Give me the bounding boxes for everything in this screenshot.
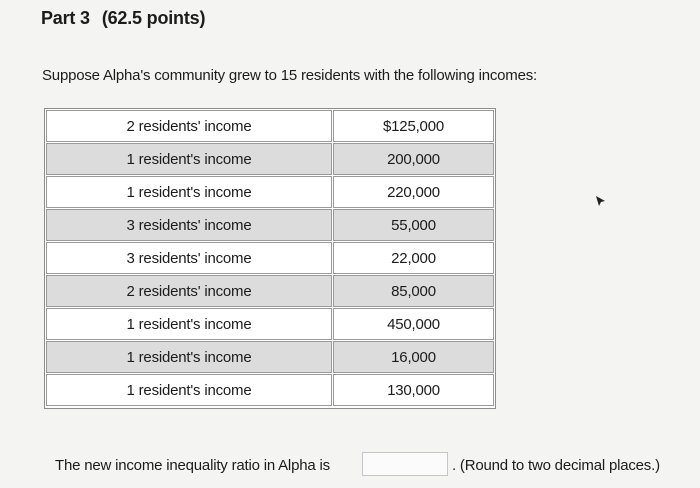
- answer-line: [55, 455, 685, 477]
- row-label: 2 residents' income: [46, 275, 332, 307]
- row-value: 16,000: [333, 341, 494, 373]
- answer-prompt: The new income inequality ratio in Alpha is: [55, 457, 330, 474]
- row-value: 450,000: [333, 308, 494, 340]
- question-text: Suppose Alpha's community grew to 15 residents with the following incomes:: [42, 67, 537, 84]
- row-label: 3 residents' income: [46, 209, 332, 241]
- table-row: [46, 209, 494, 242]
- row-label: 1 resident's income: [46, 143, 332, 175]
- table-row: [46, 275, 494, 308]
- income-table: [44, 108, 496, 409]
- row-value: 200,000: [333, 143, 494, 175]
- table-row: [46, 176, 494, 209]
- table-row: [46, 242, 494, 275]
- rounding-instruction: . (Round to two decimal places.): [452, 457, 660, 474]
- row-value: $125,000: [333, 110, 494, 142]
- row-label: 1 resident's income: [46, 308, 332, 340]
- row-value: 220,000: [333, 176, 494, 208]
- row-value: 130,000: [333, 374, 494, 406]
- table-row: [46, 308, 494, 341]
- table-row: [46, 374, 494, 407]
- table-row: [46, 110, 494, 143]
- part-points: (62.5 points): [101, 8, 206, 28]
- row-label: 1 resident's income: [46, 374, 332, 406]
- mouse-pointer-icon: [594, 195, 606, 207]
- answer-input[interactable]: [362, 452, 448, 476]
- row-label: 2 residents' income: [46, 110, 332, 142]
- row-value: 55,000: [333, 209, 494, 241]
- row-value: 22,000: [333, 242, 494, 274]
- row-label: 1 resident's income: [46, 176, 332, 208]
- table-row: [46, 341, 494, 374]
- table-row: [46, 143, 494, 176]
- part-title: Part 3: [41, 8, 90, 28]
- part-header: [41, 8, 205, 29]
- row-label: 3 residents' income: [46, 242, 332, 274]
- row-label: 1 resident's income: [46, 341, 332, 373]
- row-value: 85,000: [333, 275, 494, 307]
